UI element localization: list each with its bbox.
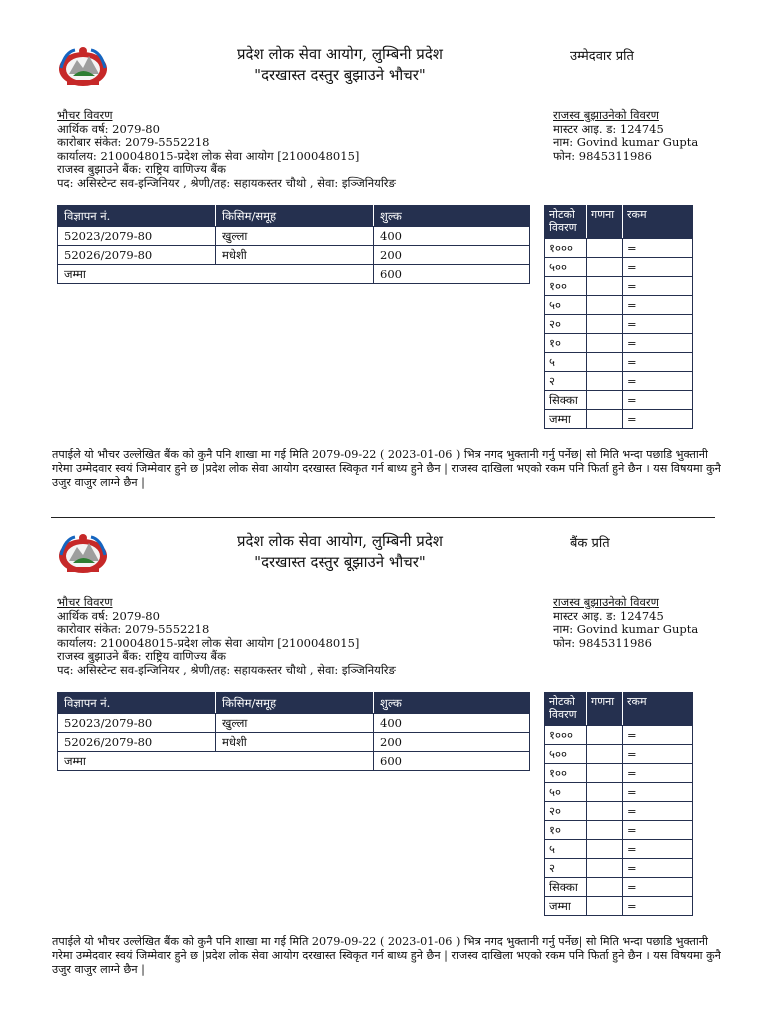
count-cell — [587, 726, 623, 745]
count-cell — [587, 334, 623, 353]
total-label: जम्मा — [58, 752, 374, 771]
denomination-cell: १० — [545, 821, 587, 840]
revenue-bank: राजस्व बुझाउने बैंक: राष्ट्रिय वाणिज्य बैंक — [57, 649, 226, 664]
table-row — [545, 239, 693, 258]
count-cell — [587, 859, 623, 878]
voucher-bank-copy — [0, 517, 768, 1017]
denomination-cell: ५०० — [545, 258, 587, 277]
table-header-row — [58, 693, 530, 714]
payer-details-heading: राजस्व बुझाउनेको विवरण — [553, 595, 659, 609]
amount-cell: = — [623, 726, 693, 745]
denomination-cell: जम्मा — [545, 897, 587, 916]
amount-cell: = — [623, 878, 693, 897]
category-cell: खुल्ला — [216, 714, 374, 733]
amount-cell: = — [623, 296, 693, 315]
payer-name: नाम: Govind kumar Gupta — [553, 135, 699, 150]
voucher-title: "दरखास्त दस्तुर बुझाउने भौचर" — [254, 66, 426, 84]
post-details: पद: असिस्टेन्ट सव-इन्जिनियर , श्रेणी/तह: सहायकस्तर चौथो , सेवा: इञ्जिनियरिङ — [57, 175, 396, 190]
ad-number-cell: 52026/2079-80 — [58, 246, 216, 265]
denomination-cell: १०० — [545, 277, 587, 296]
denomination-cell: २ — [545, 372, 587, 391]
count-cell — [587, 296, 623, 315]
table-row — [545, 726, 693, 745]
table-row — [545, 391, 693, 410]
table-row — [545, 859, 693, 878]
table-row — [545, 410, 693, 429]
denomination-cell: ५० — [545, 783, 587, 802]
fee-cell: 400 — [374, 227, 530, 246]
table-header-row — [545, 693, 693, 726]
amount-cell: = — [623, 897, 693, 916]
amount-cell: = — [623, 821, 693, 840]
table-row — [545, 334, 693, 353]
count-cell — [587, 840, 623, 859]
table-row — [545, 745, 693, 764]
count-cell — [587, 897, 623, 916]
table-row — [58, 733, 530, 752]
denomination-cell: २ — [545, 859, 587, 878]
denomination-cell: २० — [545, 315, 587, 334]
count-cell — [587, 764, 623, 783]
amount-cell: = — [623, 334, 693, 353]
count-cell — [587, 353, 623, 372]
voucher-title: "दरखास्त दस्तुर बूझाउने भौचर" — [254, 553, 426, 571]
fee-cell: 200 — [374, 733, 530, 752]
voucher-details-heading: भौचर विवरण — [57, 595, 113, 609]
count-cell — [587, 239, 623, 258]
denomination-cell: १०० — [545, 764, 587, 783]
transaction-code: कारोबार संकेत: 2079-5552218 — [57, 135, 210, 150]
denomination-cell: १० — [545, 334, 587, 353]
header-ad-number: विज्ञापन नं. — [58, 693, 216, 714]
revenue-bank: राजस्व बुझाउने बैंक: राष्ट्रिय वाणिज्य बैंक — [57, 162, 226, 177]
header-note-details: नोटको विवरण — [545, 693, 587, 726]
table-header-row — [58, 206, 530, 227]
table-row — [545, 764, 693, 783]
payer-phone: फोन: 9845311986 — [553, 148, 652, 163]
amount-cell: = — [623, 315, 693, 334]
office: कार्यालय: 2100048015-प्रदेश लोक सेवा आयोग [2100048015] — [57, 635, 360, 650]
denomination-cell: ५ — [545, 353, 587, 372]
org-title: प्रदेश लोक सेवा आयोग, लुम्बिनी प्रदेश — [236, 45, 443, 63]
count-cell — [587, 878, 623, 897]
header-ad-number: विज्ञापन नं. — [58, 206, 216, 227]
nepal-emblem-icon — [55, 42, 111, 90]
table-total-row — [58, 265, 530, 284]
denomination-cell: जम्मा — [545, 410, 587, 429]
note-table — [544, 205, 693, 429]
header-category: किसिम/समूह — [216, 693, 374, 714]
table-row — [545, 878, 693, 897]
count-cell — [587, 258, 623, 277]
table-row — [545, 802, 693, 821]
amount-cell: = — [623, 802, 693, 821]
amount-cell: = — [623, 764, 693, 783]
count-cell — [587, 315, 623, 334]
table-row — [545, 840, 693, 859]
category-cell: मधेशी — [216, 733, 374, 752]
table-row — [545, 315, 693, 334]
payer-phone: फोन: 9845311986 — [553, 635, 652, 650]
voucher-details — [57, 109, 396, 191]
denomination-cell: १००० — [545, 239, 587, 258]
payer-details — [553, 109, 698, 163]
fiscal-year: आर्थिक वर्ष: 2079-80 — [57, 608, 160, 623]
header-fee: शुल्क — [374, 206, 530, 227]
table-row — [58, 227, 530, 246]
header-category: किसिम/समूह — [216, 206, 374, 227]
table-row — [545, 296, 693, 315]
fiscal-year: आर्थिक वर्ष: 2079-80 — [57, 121, 160, 136]
amount-cell: = — [623, 372, 693, 391]
header-amount: रकम — [623, 206, 693, 239]
org-title: प्रदेश लोक सेवा आयोग, लुम्बिनी प्रदेश — [236, 532, 443, 550]
table-row — [545, 372, 693, 391]
header-amount: रकम — [623, 693, 693, 726]
denomination-cell: ५०० — [545, 745, 587, 764]
count-cell — [587, 802, 623, 821]
voucher-details-heading: भौचर विवरण — [57, 108, 113, 122]
ad-number-cell: 52026/2079-80 — [58, 733, 216, 752]
table-row — [545, 783, 693, 802]
amount-cell: = — [623, 859, 693, 878]
transaction-code: कारोवार संकेत: 2079-5552218 — [57, 622, 210, 637]
header-note-details: नोटको विवरण — [545, 206, 587, 239]
table-row — [545, 821, 693, 840]
table-header-row — [545, 206, 693, 239]
payer-details — [553, 596, 698, 650]
office: कार्यालय: 2100048015-प्रदेश लोक सेवा आयोग [2100048015] — [57, 148, 360, 163]
header-fee: शुल्क — [374, 693, 530, 714]
amount-cell: = — [623, 353, 693, 372]
voucher-details — [57, 596, 396, 678]
denomination-cell: २० — [545, 802, 587, 821]
payment-notice: तपाईले यो भौचर उल्लेखित बैंक को कुनै पनि शाखा मा गई मिति 2079-09-22 ( 2023-01-06 ) भित्र नगद भुक्तानी गर्नु पर्नेछ| सो मिति भन्दा पछाडि भुक्तानी गरेमा उम्मेदवार स्वयं जिम्मेवार हुने छ |प्रदेश लोक सेवा आयोग दरखास्त स्विकृत गर्न बाध्य हुने छैन | राजस्व दाखिला भएको रकम पनि फिर्ता हुने छैन । यस विषयमा कुनै उजुर वाजुर लाग्ने छैन | — [52, 448, 721, 489]
denomination-cell: सिक्का — [545, 878, 587, 897]
count-cell — [587, 410, 623, 429]
ad-number-cell: 52023/2079-80 — [58, 227, 216, 246]
nepal-emblem-icon — [55, 529, 111, 577]
table-row — [545, 353, 693, 372]
total-label: जम्मा — [58, 265, 374, 284]
post-details: पद: असिस्टेन्ट सव-इन्जिनियर , श्रेणी/तह: सहायकस्तर चौथो , सेवा: इञ्जिनियरिङ — [57, 662, 396, 677]
fee-table — [57, 205, 530, 284]
amount-cell: = — [623, 840, 693, 859]
payment-notice: तपाईले यो भौचर उल्लेखित बैंक को कुनै पनि शाखा मा गई मिति 2079-09-22 ( 2023-01-06 ) भित्र नगद भुक्तानी गर्नु पर्नेछ| सो मिति भन्दा पछाडि भुक्तानी गरेमा उम्मेदवार स्वयं जिम्मेवार हुने छ |प्रदेश लोक सेवा आयोग दरखास्त स्विकृत गर्न बाध्य हुने छैन | राजस्व दाखिला भएको रकम पनि फिर्ता हुने छैन । यस विषयमा कुनै उजुर वाजुर लाग्ने छैन | — [52, 935, 721, 976]
count-cell — [587, 745, 623, 764]
total-value: 600 — [374, 752, 530, 771]
fee-cell: 200 — [374, 246, 530, 265]
amount-cell: = — [623, 783, 693, 802]
fee-table — [57, 692, 530, 771]
header-count: गणना — [587, 206, 623, 239]
amount-cell: = — [623, 239, 693, 258]
fee-cell: 400 — [374, 714, 530, 733]
denomination-cell: सिक्का — [545, 391, 587, 410]
count-cell — [587, 372, 623, 391]
ad-number-cell: 52023/2079-80 — [58, 714, 216, 733]
table-row — [545, 277, 693, 296]
payer-details-heading: राजस्व बुझाउनेको विवरण — [553, 108, 659, 122]
count-cell — [587, 821, 623, 840]
table-total-row — [58, 752, 530, 771]
table-row — [545, 897, 693, 916]
table-row — [545, 258, 693, 277]
amount-cell: = — [623, 258, 693, 277]
header-count: गणना — [587, 693, 623, 726]
master-id: मास्टर आइ. ड: 124745 — [553, 608, 664, 623]
category-cell: मधेशी — [216, 246, 374, 265]
amount-cell: = — [623, 410, 693, 429]
payer-name: नाम: Govind kumar Gupta — [553, 622, 699, 637]
amount-cell: = — [623, 745, 693, 764]
table-row — [58, 714, 530, 733]
count-cell — [587, 783, 623, 802]
category-cell: खुल्ला — [216, 227, 374, 246]
copy-label: बैंक प्रति — [570, 536, 610, 551]
count-cell — [587, 277, 623, 296]
amount-cell: = — [623, 277, 693, 296]
denomination-cell: ५ — [545, 840, 587, 859]
denomination-cell: १००० — [545, 726, 587, 745]
table-row — [58, 246, 530, 265]
note-table — [544, 692, 693, 916]
denomination-cell: ५० — [545, 296, 587, 315]
amount-cell: = — [623, 391, 693, 410]
copy-label: उम्मेदवार प्रति — [570, 49, 634, 64]
total-value: 600 — [374, 265, 530, 284]
count-cell — [587, 391, 623, 410]
voucher-candidate-copy — [0, 30, 768, 530]
master-id: मास्टर आइ. ड: 124745 — [553, 121, 664, 136]
